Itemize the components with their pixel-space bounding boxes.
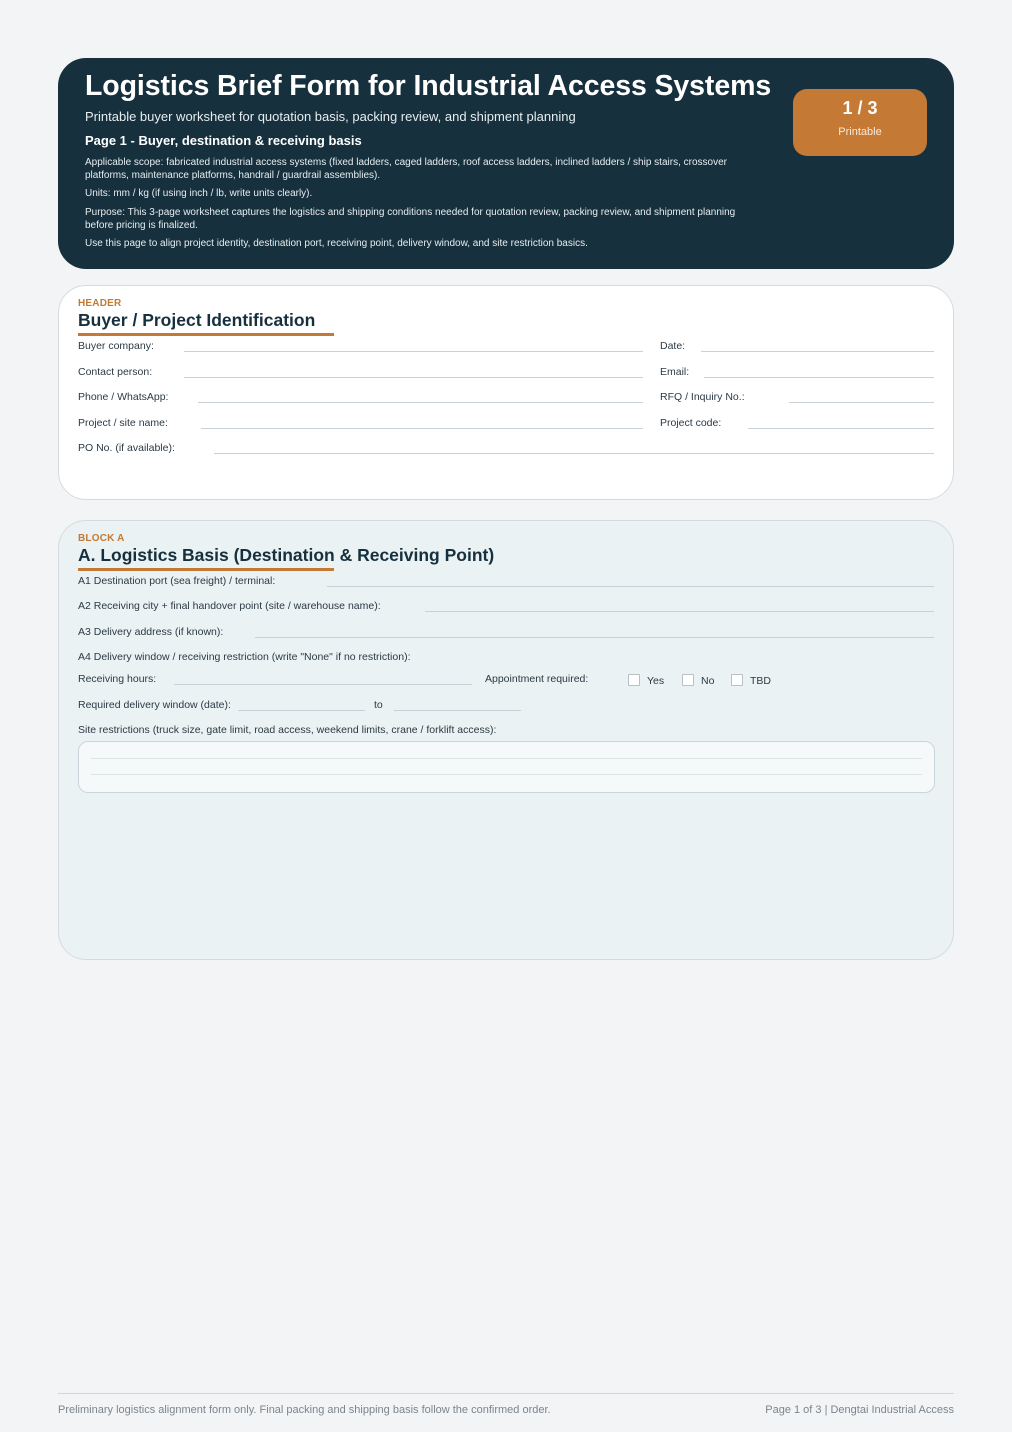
delivery-window-label: Required delivery window (date): [78, 699, 231, 711]
title-banner [58, 58, 954, 269]
form-title: Logistics Brief Form for Industrial Access Systems [85, 70, 772, 102]
scope-note: Applicable scope: fabricated industrial access systems (fixed ladders, caged ladders, roof access ladders, inclined ladders / ship stairs, crossover platforms, maintenance platforms, handrail / guardrail assemblies). [85, 157, 727, 181]
logistics-basis-section [58, 520, 954, 960]
footer-divider [58, 1393, 954, 1394]
a1-field[interactable] [327, 586, 934, 587]
site-restrictions-textarea[interactable] [78, 741, 935, 793]
contact-person-label: Contact person: [78, 366, 153, 378]
appointment-yes-checkbox[interactable] [628, 674, 640, 686]
project-site-label: Project / site name: [78, 417, 168, 429]
email-label: Email: [660, 366, 690, 378]
rfq-label: RFQ / Inquiry No.: [660, 391, 745, 403]
textarea-rule-line [91, 758, 922, 759]
buyer-project-section [58, 285, 954, 500]
project-code-field[interactable] [748, 428, 934, 429]
delivery-window-start-field[interactable] [238, 710, 365, 711]
contact-person-field[interactable] [184, 377, 643, 378]
appointment-no-label: No [701, 675, 715, 687]
appointment-yes-label: Yes [647, 675, 665, 687]
a1-label: A1 Destination port (sea freight) / terminal: [78, 575, 276, 587]
a2-label: A2 Receiving city + final handover point (site / warehouse name): [78, 600, 381, 612]
buyer-company-label: Buyer company: [78, 340, 154, 352]
appointment-required-label: Appointment required: [485, 673, 589, 685]
page-heading: Page 1 - Buyer, destination & receiving basis [85, 133, 362, 148]
page-badge [793, 89, 927, 156]
po-number-field[interactable] [214, 453, 934, 454]
appointment-tbd-checkbox[interactable] [731, 674, 743, 686]
form-subtitle: Printable buyer worksheet for quotation basis, packing review, and shipment planning [85, 109, 576, 124]
project-code-label: Project code: [660, 417, 722, 429]
site-restrictions-label: Site restrictions (truck size, gate limit, road access, weekend limits, crane / forklift access): [78, 724, 497, 736]
purpose-note: Purpose: This 3-page worksheet captures the logistics and shipping conditions needed for quotation review, packing review, and shipment planning before pricing is finalized. [85, 207, 736, 231]
section-eyebrow: HEADER [78, 298, 122, 309]
delivery-window-to-label: to [374, 699, 383, 711]
footer-page-info: Page 1 of 3 | Dengtai Industrial Access [765, 1404, 954, 1416]
phone-field[interactable] [198, 402, 643, 403]
a3-field[interactable] [255, 637, 934, 638]
project-site-field[interactable] [201, 428, 643, 429]
textarea-rule-line [91, 774, 922, 775]
units-note: Units: mm / kg (if using inch / lb, write units clearly). [85, 188, 313, 199]
section-title: Buyer / Project Identification [78, 310, 316, 330]
usage-note: Use this page to align project identity, destination port, receiving point, delivery window, and site restriction basics. [85, 238, 588, 249]
block-a-title-underline [78, 568, 334, 571]
buyer-company-field[interactable] [184, 351, 643, 352]
a2-field[interactable] [425, 611, 934, 612]
rfq-field[interactable] [789, 402, 934, 403]
receiving-hours-field[interactable] [174, 684, 472, 685]
receiving-hours-label: Receiving hours: [78, 673, 157, 685]
block-a-title: A. Logistics Basis (Destination & Receiving Point) [78, 545, 495, 565]
po-number-label: PO No. (if available): [78, 442, 175, 454]
appointment-tbd-label: TBD [750, 675, 771, 687]
delivery-window-end-field[interactable] [394, 710, 521, 711]
phone-label: Phone / WhatsApp: [78, 391, 169, 403]
email-field[interactable] [704, 377, 934, 378]
date-field[interactable] [701, 351, 934, 352]
a3-label: A3 Delivery address (if known): [78, 626, 224, 638]
date-label: Date: [660, 340, 686, 352]
footer-disclaimer: Preliminary logistics alignment form only. Final packing and shipping basis follow the confirmed order. [58, 1404, 551, 1416]
a4-label: A4 Delivery window / receiving restriction (write "None" if no restriction): [78, 651, 411, 663]
appointment-no-checkbox[interactable] [682, 674, 694, 686]
page-badge-number: 1 / 3 [842, 98, 878, 118]
page-badge-label: Printable [838, 126, 882, 138]
block-a-eyebrow: BLOCK A [78, 533, 125, 544]
section-title-underline [78, 333, 334, 336]
